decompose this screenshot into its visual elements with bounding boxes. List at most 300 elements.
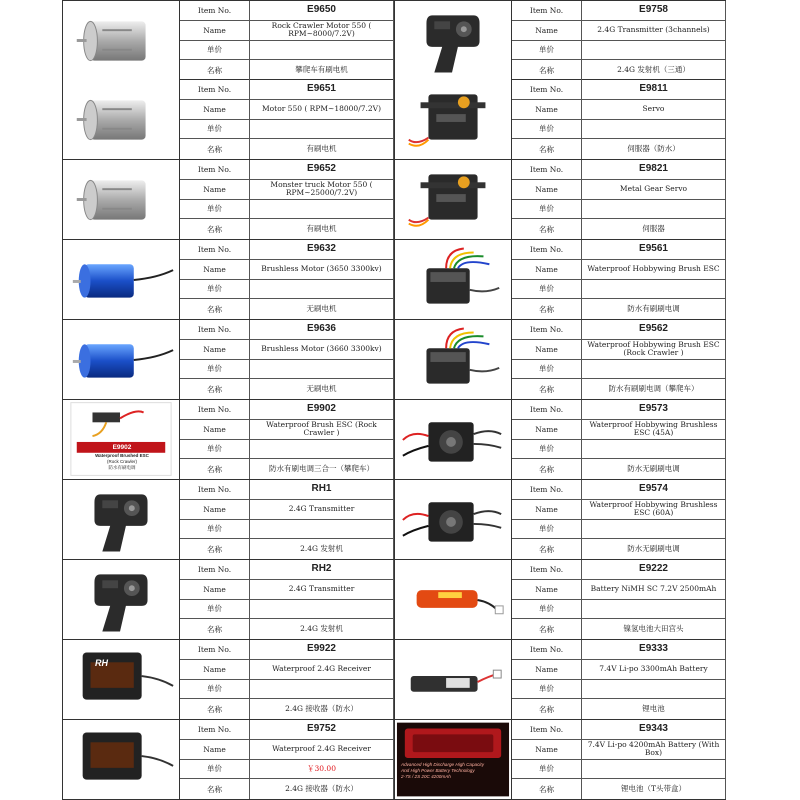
unit-price-value bbox=[250, 680, 394, 699]
cn-name-row bbox=[512, 699, 726, 719]
unit-price-value bbox=[250, 120, 394, 139]
esc-card-image bbox=[62, 400, 180, 479]
cn-name-row bbox=[512, 539, 726, 559]
cn-name-label: 名称 bbox=[180, 779, 250, 799]
unit-price-label: 单价 bbox=[180, 360, 250, 379]
unit-price-label: 单价 bbox=[512, 760, 582, 779]
product-details bbox=[512, 640, 726, 719]
cn-name-row bbox=[512, 379, 726, 399]
unit-price-value bbox=[582, 760, 726, 779]
product-details bbox=[512, 560, 726, 639]
item-no-row bbox=[180, 720, 394, 740]
receiver-brand-logo: RH bbox=[95, 658, 108, 668]
name-row bbox=[512, 580, 726, 600]
product-details bbox=[180, 160, 394, 239]
unit-price-value bbox=[250, 41, 394, 60]
cn-name-value: 防水无刷刷电调 bbox=[582, 459, 726, 479]
name-value: Brushless Motor (3660 3300kv) bbox=[250, 340, 394, 359]
unit-price-label: 单价 bbox=[512, 280, 582, 299]
cn-name-value: 防水有刷电调三合一（攀爬车） bbox=[250, 459, 394, 479]
cn-name-value: 防水有刷刷电调（攀爬车） bbox=[582, 379, 726, 399]
unit-price-value bbox=[250, 440, 394, 459]
name-row bbox=[512, 660, 726, 680]
product-block-rh1 bbox=[62, 480, 394, 560]
product-details bbox=[512, 720, 726, 799]
unit-price-value bbox=[582, 200, 726, 219]
product-details bbox=[512, 240, 726, 319]
item-no-row bbox=[180, 400, 394, 420]
name-value: Monster truck Motor 550 ( RPM~25000/7.2V) bbox=[250, 180, 394, 199]
item-no-value: E9758 bbox=[582, 1, 726, 20]
unit-price-label: 单价 bbox=[512, 440, 582, 459]
cn-name-row bbox=[512, 619, 726, 639]
item-no-row bbox=[512, 240, 726, 260]
name-row bbox=[512, 100, 726, 120]
item-no-row bbox=[180, 560, 394, 580]
unit-price-label: 单价 bbox=[180, 200, 250, 219]
transmitter-image bbox=[62, 560, 180, 639]
item-no-value: E9574 bbox=[582, 480, 726, 499]
product-block-e9574 bbox=[394, 480, 726, 560]
name-value: Waterproof Hobbywing Brush ESC bbox=[582, 260, 726, 279]
cn-name-label: 名称 bbox=[512, 379, 582, 399]
unit-price-row bbox=[512, 440, 726, 460]
unit-price-label: 单价 bbox=[180, 41, 250, 60]
unit-price-row bbox=[512, 760, 726, 780]
item-no-row bbox=[180, 320, 394, 340]
cn-name-label: 名称 bbox=[180, 379, 250, 399]
item-no-label: Item No. bbox=[512, 560, 582, 579]
name-value: Waterproof Brush ESC (Rock Crawler ) bbox=[250, 420, 394, 439]
item-no-label: Item No. bbox=[512, 720, 582, 739]
item-no-label: Item No. bbox=[512, 400, 582, 419]
item-no-row bbox=[512, 480, 726, 500]
name-value: Waterproof Hobbywing Brush ESC (Rock Crawler ) bbox=[582, 340, 726, 359]
unit-price-row bbox=[512, 360, 726, 380]
cn-name-row bbox=[180, 219, 394, 239]
product-block-e9632 bbox=[62, 240, 394, 320]
unit-price-value bbox=[250, 280, 394, 299]
blue-brushless-motor-image bbox=[62, 240, 180, 319]
name-label: Name bbox=[180, 420, 250, 439]
item-no-row bbox=[180, 160, 394, 180]
unit-price-value bbox=[250, 200, 394, 219]
cn-name-label: 名称 bbox=[180, 219, 250, 239]
name-value: Waterproof Hobbywing Brushless ESC (60A) bbox=[582, 500, 726, 519]
card-line-2: (Rock Crawler) bbox=[106, 459, 137, 464]
name-row bbox=[512, 740, 726, 760]
name-value: Waterproof Hobbywing Brushless ESC (45A) bbox=[582, 420, 726, 439]
cn-name-value: 2.4G 接收器（防水） bbox=[250, 699, 394, 719]
name-value: 7.4V Li-po 3300mAh Battery bbox=[582, 660, 726, 679]
unit-price-value bbox=[582, 520, 726, 539]
product-details bbox=[180, 320, 394, 399]
cn-name-row bbox=[512, 459, 726, 479]
unit-price-row bbox=[180, 120, 394, 140]
item-no-row bbox=[512, 1, 726, 21]
servo-image bbox=[394, 160, 512, 239]
unit-price-value bbox=[582, 440, 726, 459]
unit-price-label: 单价 bbox=[512, 120, 582, 139]
cn-name-row bbox=[180, 619, 394, 639]
item-no-label: Item No. bbox=[512, 240, 582, 259]
name-row bbox=[180, 580, 394, 600]
silver-motor-image bbox=[62, 160, 180, 239]
name-label: Name bbox=[180, 100, 250, 119]
cn-name-label: 名称 bbox=[512, 60, 582, 80]
unit-price-row bbox=[512, 200, 726, 220]
unit-price-row bbox=[180, 520, 394, 540]
name-value: 2.4G Transmitter bbox=[250, 580, 394, 599]
product-block-e9650 bbox=[62, 0, 394, 80]
item-no-row bbox=[512, 320, 726, 340]
item-no-value: E9821 bbox=[582, 160, 726, 179]
unit-price-value bbox=[250, 600, 394, 619]
cn-name-label: 名称 bbox=[512, 219, 582, 239]
product-details bbox=[512, 80, 726, 159]
item-no-value: E9651 bbox=[250, 80, 394, 99]
unit-price-value bbox=[250, 360, 394, 379]
cn-name-label: 名称 bbox=[512, 459, 582, 479]
product-details bbox=[512, 160, 726, 239]
item-no-value: E9652 bbox=[250, 160, 394, 179]
cn-name-row bbox=[512, 139, 726, 159]
item-no-value: E9562 bbox=[582, 320, 726, 339]
unit-price-row bbox=[180, 200, 394, 220]
name-label: Name bbox=[512, 740, 582, 759]
name-row bbox=[512, 340, 726, 360]
item-no-label: Item No. bbox=[512, 320, 582, 339]
cn-name-value: 2.4G 发射机 bbox=[250, 539, 394, 559]
cn-name-label: 名称 bbox=[512, 139, 582, 159]
silver-motor-image bbox=[62, 1, 180, 80]
product-details bbox=[180, 1, 394, 80]
unit-price-label: 单价 bbox=[180, 520, 250, 539]
product-block-e9758 bbox=[394, 0, 726, 80]
item-no-label: Item No. bbox=[180, 480, 250, 499]
cn-name-label: 名称 bbox=[180, 299, 250, 319]
cn-name-row bbox=[180, 459, 394, 479]
card-code: E9902 bbox=[112, 444, 132, 451]
unit-price-label: 单价 bbox=[512, 600, 582, 619]
item-no-label: Item No. bbox=[512, 160, 582, 179]
name-label: Name bbox=[512, 660, 582, 679]
name-label: Name bbox=[180, 180, 250, 199]
name-label: Name bbox=[180, 740, 250, 759]
name-row bbox=[512, 420, 726, 440]
item-no-row bbox=[180, 640, 394, 660]
name-value: Waterproof 2.4G Receiver bbox=[250, 740, 394, 759]
cn-name-value: 伺服器（防水） bbox=[582, 139, 726, 159]
box-text-line-1: Advanced High Discharge High Capacity bbox=[401, 762, 484, 767]
item-no-value: RH1 bbox=[250, 480, 394, 499]
brushless-esc-image bbox=[394, 480, 512, 559]
product-details bbox=[180, 480, 394, 559]
name-label: Name bbox=[180, 580, 250, 599]
product-block-e9561 bbox=[394, 240, 726, 320]
name-label: Name bbox=[180, 340, 250, 359]
receiver-image bbox=[62, 640, 180, 719]
unit-price-row bbox=[512, 120, 726, 140]
unit-price-value: ￥30.00 bbox=[250, 760, 394, 779]
unit-price-value bbox=[582, 600, 726, 619]
cn-name-label: 名称 bbox=[180, 539, 250, 559]
cn-name-value: 攀爬车有刷电机 bbox=[250, 60, 394, 80]
name-label: Name bbox=[180, 260, 250, 279]
name-label: Name bbox=[512, 21, 582, 40]
item-no-row bbox=[180, 80, 394, 100]
item-no-row bbox=[512, 640, 726, 660]
item-no-label: Item No. bbox=[512, 1, 582, 20]
item-no-row bbox=[512, 160, 726, 180]
item-no-row bbox=[512, 720, 726, 740]
cn-name-row bbox=[180, 139, 394, 159]
item-no-value: E9573 bbox=[582, 400, 726, 419]
cn-name-value: 伺服器 bbox=[582, 219, 726, 239]
brush-esc-image bbox=[394, 240, 512, 319]
item-no-row bbox=[512, 80, 726, 100]
cn-name-row bbox=[512, 299, 726, 319]
cn-name-row bbox=[180, 699, 394, 719]
item-no-value: E9811 bbox=[582, 80, 726, 99]
item-no-value: E9902 bbox=[250, 400, 394, 419]
name-row bbox=[180, 100, 394, 120]
product-block-rh2 bbox=[62, 560, 394, 640]
cn-name-row bbox=[180, 539, 394, 559]
product-details bbox=[512, 1, 726, 80]
product-details bbox=[512, 480, 726, 559]
item-no-value: E9561 bbox=[582, 240, 726, 259]
battery-box-text bbox=[401, 762, 507, 780]
product-details bbox=[180, 720, 394, 799]
cn-name-value: 2.4G 接收器（防水） bbox=[250, 779, 394, 799]
unit-price-row bbox=[180, 280, 394, 300]
name-label: Name bbox=[512, 420, 582, 439]
cn-name-row bbox=[180, 299, 394, 319]
item-no-label: Item No. bbox=[180, 160, 250, 179]
item-no-value: E9650 bbox=[250, 1, 394, 20]
cn-name-value: 防水有刷刷电调 bbox=[582, 299, 726, 319]
unit-price-label: 单价 bbox=[512, 200, 582, 219]
product-block-e9573 bbox=[394, 400, 726, 480]
product-block-e9651 bbox=[62, 80, 394, 160]
product-catalog-sheet bbox=[62, 0, 726, 800]
product-block-e9902 bbox=[62, 400, 394, 480]
unit-price-row bbox=[512, 600, 726, 620]
item-no-value: E9632 bbox=[250, 240, 394, 259]
right-column bbox=[394, 0, 726, 800]
unit-price-row bbox=[512, 680, 726, 700]
product-block-e9636 bbox=[62, 320, 394, 400]
nimh-battery-image bbox=[394, 560, 512, 639]
cn-name-label: 名称 bbox=[512, 299, 582, 319]
name-label: Name bbox=[180, 21, 250, 40]
unit-price-row bbox=[512, 520, 726, 540]
product-block-e9752 bbox=[62, 720, 394, 800]
item-no-row bbox=[512, 400, 726, 420]
cn-name-row bbox=[180, 379, 394, 399]
product-details bbox=[180, 640, 394, 719]
name-value: 2.4G Transmitter bbox=[250, 500, 394, 519]
unit-price-row bbox=[180, 600, 394, 620]
item-no-value: E9922 bbox=[250, 640, 394, 659]
item-no-label: Item No. bbox=[180, 320, 250, 339]
cn-name-label: 名称 bbox=[180, 619, 250, 639]
item-no-value: RH2 bbox=[250, 560, 394, 579]
cn-name-label: 名称 bbox=[180, 699, 250, 719]
receiver-image bbox=[62, 720, 180, 799]
cn-name-value: 无刷电机 bbox=[250, 379, 394, 399]
name-row bbox=[512, 21, 726, 41]
name-row bbox=[180, 260, 394, 280]
name-value: Brushless Motor (3650 3300kv) bbox=[250, 260, 394, 279]
item-no-value: E9343 bbox=[582, 720, 726, 739]
name-row bbox=[180, 180, 394, 200]
item-no-label: Item No. bbox=[180, 80, 250, 99]
name-row bbox=[512, 180, 726, 200]
name-row bbox=[180, 21, 394, 41]
cn-name-row bbox=[512, 779, 726, 799]
cn-name-value: 锂电池（T头带盒） bbox=[582, 779, 726, 799]
unit-price-row bbox=[180, 360, 394, 380]
item-no-value: E9752 bbox=[250, 720, 394, 739]
esc-card-caption bbox=[77, 442, 167, 471]
name-label: Name bbox=[180, 660, 250, 679]
brushless-esc-image bbox=[394, 400, 512, 479]
item-no-row bbox=[180, 1, 394, 21]
cn-name-value: 2.4G 发射机（三通） bbox=[582, 60, 726, 80]
left-column bbox=[62, 0, 394, 800]
name-value: Servo bbox=[582, 100, 726, 119]
cn-name-label: 名称 bbox=[180, 60, 250, 80]
unit-price-row bbox=[180, 440, 394, 460]
unit-price-value bbox=[582, 280, 726, 299]
item-no-label: Item No. bbox=[512, 480, 582, 499]
item-no-value: E9636 bbox=[250, 320, 394, 339]
unit-price-label: 单价 bbox=[180, 280, 250, 299]
name-row bbox=[180, 420, 394, 440]
name-value: 2.4G Transmitter (3channels) bbox=[582, 21, 726, 40]
cn-name-row bbox=[512, 60, 726, 80]
brush-esc-image bbox=[394, 320, 512, 399]
product-block-e9652 bbox=[62, 160, 394, 240]
unit-price-label: 单价 bbox=[180, 760, 250, 779]
lipo-battery-image bbox=[394, 640, 512, 719]
cn-name-label: 名称 bbox=[512, 619, 582, 639]
name-row bbox=[512, 500, 726, 520]
item-no-label: Item No. bbox=[180, 720, 250, 739]
cn-name-value: 有刷电机 bbox=[250, 219, 394, 239]
silver-motor-image bbox=[62, 80, 180, 159]
name-value: Battery NiMH SC 7.2V 2500mAh bbox=[582, 580, 726, 599]
box-text-line-2: And High Power Battery Technology bbox=[401, 768, 475, 773]
name-label: Name bbox=[512, 180, 582, 199]
name-value: Motor 550 ( RPM~18000/7.2V) bbox=[250, 100, 394, 119]
cn-name-label: 名称 bbox=[180, 139, 250, 159]
product-block-e9222 bbox=[394, 560, 726, 640]
unit-price-value bbox=[582, 360, 726, 379]
unit-price-label: 单价 bbox=[180, 120, 250, 139]
unit-price-label: 单价 bbox=[180, 440, 250, 459]
unit-price-row bbox=[180, 760, 394, 780]
item-no-label: Item No. bbox=[180, 240, 250, 259]
cn-name-row bbox=[180, 60, 394, 80]
cn-name-value: 无刷电机 bbox=[250, 299, 394, 319]
name-value: Rock Crawler Motor 550 ( RPM~8000/7.2V) bbox=[250, 21, 394, 40]
product-details bbox=[180, 240, 394, 319]
unit-price-label: 单价 bbox=[512, 520, 582, 539]
cn-name-value: 镍氢电池大田宫头 bbox=[582, 619, 726, 639]
product-block-e9333 bbox=[394, 640, 726, 720]
product-block-e9343 bbox=[394, 720, 726, 800]
product-details bbox=[180, 560, 394, 639]
unit-price-label: 单价 bbox=[180, 680, 250, 699]
cn-name-value: 锂电池 bbox=[582, 699, 726, 719]
name-label: Name bbox=[180, 500, 250, 519]
name-label: Name bbox=[512, 580, 582, 599]
cn-name-value: 防水无刷刷电调 bbox=[582, 539, 726, 559]
name-label: Name bbox=[512, 340, 582, 359]
unit-price-label: 单价 bbox=[512, 360, 582, 379]
name-value: 7.4V Li-po 4200mAh Battery (With Box) bbox=[582, 740, 726, 759]
name-value: Waterproof 2.4G Receiver bbox=[250, 660, 394, 679]
item-no-label: Item No. bbox=[180, 400, 250, 419]
product-block-e9922 bbox=[62, 640, 394, 720]
box-text-line-3: 2-7S / 2S 20C 4200mAh bbox=[401, 774, 451, 779]
unit-price-value bbox=[582, 41, 726, 60]
name-label: Name bbox=[512, 100, 582, 119]
transmitter-image bbox=[394, 1, 512, 80]
item-no-row bbox=[180, 240, 394, 260]
transmitter-image bbox=[62, 480, 180, 559]
unit-price-value bbox=[582, 680, 726, 699]
item-no-value: E9333 bbox=[582, 640, 726, 659]
product-block-e9821 bbox=[394, 160, 726, 240]
unit-price-label: 单价 bbox=[512, 680, 582, 699]
card-line-3: 防水有刷电调 bbox=[108, 465, 136, 470]
cn-name-value: 2.4G 发射机 bbox=[250, 619, 394, 639]
item-no-row bbox=[512, 560, 726, 580]
cn-name-label: 名称 bbox=[512, 699, 582, 719]
product-block-e9562 bbox=[394, 320, 726, 400]
unit-price-label: 单价 bbox=[512, 41, 582, 60]
name-row bbox=[180, 340, 394, 360]
blue-brushless-motor-image bbox=[62, 320, 180, 399]
cn-name-row bbox=[180, 779, 394, 799]
cn-name-label: 名称 bbox=[512, 779, 582, 799]
item-no-label: Item No. bbox=[512, 80, 582, 99]
product-details bbox=[512, 400, 726, 479]
unit-price-label: 单价 bbox=[180, 600, 250, 619]
product-block-e9811 bbox=[394, 80, 726, 160]
unit-price-row bbox=[180, 41, 394, 61]
lipo-box-image bbox=[394, 720, 512, 799]
item-no-label: Item No. bbox=[180, 640, 250, 659]
unit-price-row bbox=[512, 280, 726, 300]
cn-name-label: 名称 bbox=[180, 459, 250, 479]
name-row bbox=[180, 660, 394, 680]
name-row bbox=[180, 500, 394, 520]
card-line-1: Waterproof Brushed ESC bbox=[95, 453, 149, 458]
name-row bbox=[512, 260, 726, 280]
item-no-label: Item No. bbox=[180, 1, 250, 20]
cn-name-label: 名称 bbox=[512, 539, 582, 559]
item-no-label: Item No. bbox=[180, 560, 250, 579]
item-no-label: Item No. bbox=[512, 640, 582, 659]
unit-price-value bbox=[582, 120, 726, 139]
cn-name-value: 有刷电机 bbox=[250, 139, 394, 159]
product-details bbox=[180, 400, 394, 479]
